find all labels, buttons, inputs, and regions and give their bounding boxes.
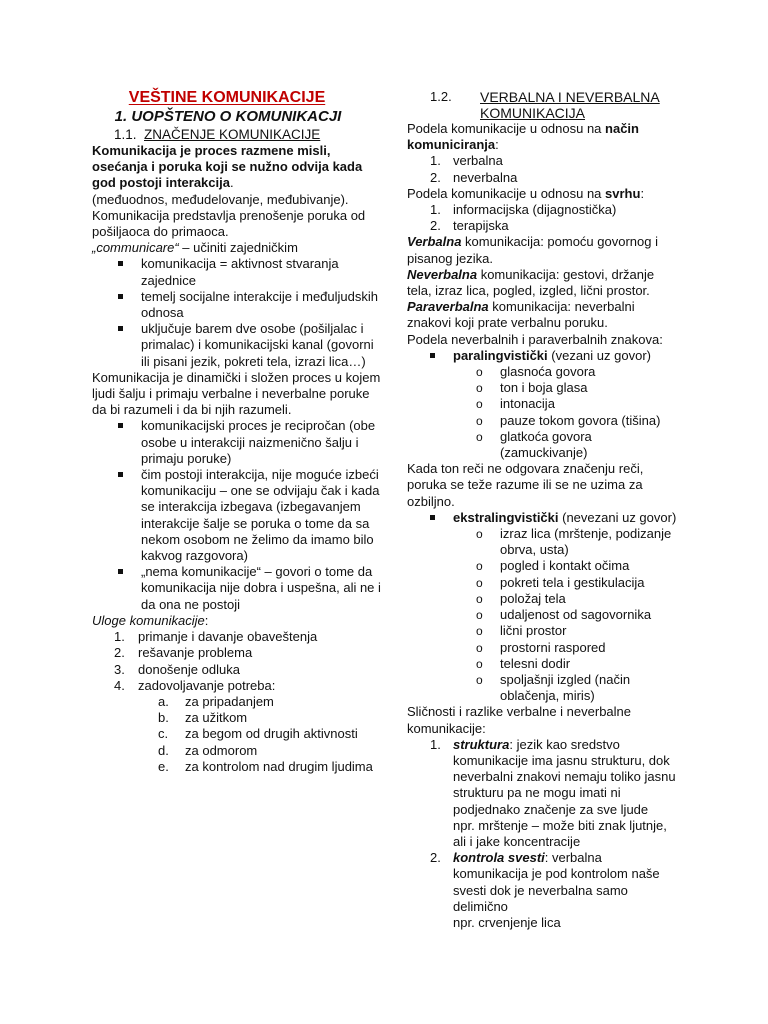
purpose-division-c: : — [640, 185, 645, 201]
list-item — [92, 662, 382, 678]
list-item: o telesni dodir — [407, 656, 679, 672]
definition-paragraph — [92, 143, 382, 192]
paralinguistic-items — [407, 364, 679, 461]
list-item — [407, 202, 679, 218]
item-letter: a. — [158, 693, 169, 709]
subsection-heading-1-2 — [407, 89, 679, 121]
extralinguistic-note: (nevezani uz govor) — [558, 509, 677, 525]
transfer-paragraph: Komunikacija predstavlja prenošenje poruka od pošiljaoca do primaoca. — [92, 207, 366, 240]
item-text: zadovoljavanje potreba: — [138, 677, 276, 693]
item-number: 1. — [430, 153, 441, 169]
method-list — [407, 153, 679, 185]
nonverbal-term: Neverbalna — [407, 266, 478, 282]
purpose-division-a: Podela komunikacije u odnosu na — [407, 185, 606, 201]
difference-term: struktura — [453, 736, 510, 752]
difference-example: npr. mrštenje – može biti znak ljutnje, ali i jake koncentracije — [453, 817, 667, 849]
item-text: za užitkom — [185, 710, 248, 726]
item-number: 2. — [114, 645, 125, 661]
item-text: informacijska (dijagnostička) — [453, 202, 617, 218]
needs-list — [92, 694, 382, 775]
list-item — [92, 694, 382, 710]
list-item: o spoljašnji izgled (način oblačenja, miris) — [407, 672, 679, 704]
subsection-number: 1.1. — [114, 127, 137, 142]
differences-list — [407, 737, 679, 931]
item-number: 1. — [430, 736, 441, 752]
subsection-label: VERBALNA I NEVERBALNA KOMUNIKACIJA — [480, 89, 660, 121]
extralinguistic-term: ekstralingvistički — [453, 509, 559, 525]
item-letter: c. — [158, 726, 169, 742]
signs-division-paragraph: Podela neverbalnih i paraverbalnih znakova: — [407, 331, 663, 347]
list-item — [92, 629, 382, 645]
list-item — [92, 645, 382, 661]
list-item: uključuje barem dve osobe (pošiljalac i primalac) i komunikacijski kanal (govorni ili pisani jezik, pokreti tela, izrazi lica…) — [92, 321, 382, 370]
definition-bold: Komunikacija je proces razmene misli, osećanja i poruka koji se nužno odvija kada god postoji interakcija — [92, 143, 363, 191]
subsection-number: 1.2. — [430, 89, 452, 104]
paralinguistic-note: (vezani uz govor) — [547, 347, 651, 363]
list-item: komunikacija = aktivnost stvaranja zajednice — [92, 256, 382, 288]
list-item: o glatkoća govora (zamuckivanje) — [407, 429, 679, 461]
similarities-paragraph: Sličnosti i razlike verbalne i neverbalne komunikacije: — [407, 704, 632, 736]
purpose-division-b: svrhu — [605, 185, 641, 201]
item-letter: e. — [158, 758, 169, 774]
bullet-list-1 — [92, 256, 382, 369]
item-text: neverbalna — [453, 169, 518, 185]
list-item — [407, 737, 679, 850]
list-item: komunikacijski proces je recipročan (obe osobe u interakciji naizmenično šalju i primaju poruke) — [92, 418, 382, 467]
item-number: 1. — [114, 629, 125, 645]
list-item — [407, 510, 679, 526]
paraverbal-term: Paraverbalna — [407, 299, 489, 315]
list-item — [407, 153, 679, 169]
paralinguistic-list — [407, 348, 679, 364]
item-text: za begom od drugih aktivnosti — [185, 726, 358, 742]
list-item: o izraz lica (mrštenje, podizanje obrva, usta) — [407, 526, 679, 558]
subsection-label: ZNAČENJE KOMUNIKACIJE — [144, 127, 321, 142]
item-text: rešavanje problema — [138, 645, 253, 661]
list-item — [92, 710, 382, 726]
list-item: o udaljenost od sagovornika — [407, 607, 679, 623]
document-title: VEŠTINE KOMUNIKACIJE — [128, 89, 326, 106]
subsection-heading-1-1 — [92, 126, 382, 143]
method-division-b: način komuniciranja — [407, 121, 639, 153]
item-text: za odmorom — [185, 742, 258, 758]
extralinguistic-list — [407, 510, 679, 526]
verbal-term: Verbalna — [407, 234, 462, 250]
list-item — [407, 218, 679, 234]
difference-example: npr. crvenjenje lica — [453, 914, 561, 930]
bullet-list-2 — [92, 418, 382, 612]
method-division-paragraph — [407, 121, 679, 153]
list-item — [407, 170, 679, 186]
section-heading-1: 1. UOPŠTENO O KOMUNIKACJI — [114, 108, 342, 125]
verbal-paragraph — [407, 234, 679, 266]
item-text: za kontrolom nad drugim ljudima — [185, 758, 373, 774]
types-paragraph: (međuodnos, međudelovanje, međubivanje). — [92, 191, 349, 207]
item-number: 2. — [430, 850, 441, 866]
difference-text: : jezik kao sredstvo komunikacije ima jasnu strukturu, dok neverbalni znakovi nemaju toliko jasnu strukturu pa ne mogu imati ni podjednako značenje za sve ljude — [453, 736, 676, 817]
item-number: 4. — [114, 677, 125, 693]
purpose-division-paragraph — [407, 186, 679, 202]
list-item: o prostorni raspored — [407, 640, 679, 656]
item-text: primanje i davanje obaveštenja — [138, 629, 318, 645]
item-text: verbalna — [453, 153, 503, 169]
item-number: 2. — [430, 169, 441, 185]
list-item: o pauze tokom govora (tišina) — [407, 413, 679, 429]
verbal-definition: komunikacija: pomoću govornog i pisanog jezika. — [407, 234, 658, 266]
list-item: čim postoji interakcija, nije moguće izbeći komunikaciju – one se odvijaju čak i kada se interakcija izbegava (izbegavanjem interakcije šalje se poruka o tome da sa nekom osobom ne želimo da imamo bilo kakvog razgovora) — [92, 467, 382, 564]
nonverbal-definition: komunikacija: gestovi, držanje tela, izraz lica, pogled, izgled, lični prostor. — [407, 266, 655, 299]
item-text: donošenje odluka — [138, 661, 240, 677]
item-text: za pripadanjem — [185, 693, 274, 709]
item-letter: b. — [158, 710, 169, 726]
roles-list — [92, 629, 382, 694]
tone-paragraph: Kada ton reči ne odgovara značenju reči, poruka se teže razume ili se ne uzima za ozbiljno. — [407, 461, 644, 509]
roles-label: Uloge komunikacije — [92, 612, 205, 628]
list-item: o položaj tela — [407, 591, 679, 607]
roles-colon: : — [204, 612, 209, 628]
etymology-word: „communicare“ — [92, 240, 179, 256]
difference-term: kontrola svesti — [453, 850, 545, 866]
paralinguistic-term: paralingvistički — [453, 347, 548, 363]
purpose-list — [407, 202, 679, 234]
nonverbal-paragraph — [407, 267, 679, 299]
etymology-paragraph — [92, 240, 382, 256]
list-item — [407, 348, 679, 364]
item-number: 2. — [430, 218, 441, 234]
extralinguistic-items — [407, 526, 679, 704]
list-item — [92, 759, 382, 775]
list-item: o glasnoća govora — [407, 364, 679, 380]
right-column — [407, 86, 679, 931]
method-division-a: Podela komunikacije u odnosu na — [407, 121, 606, 136]
etymology-rest: – učiniti zajedničkim — [178, 240, 298, 256]
list-item — [92, 726, 382, 742]
list-item: o ton i boja glasa — [407, 380, 679, 396]
list-item: o pokreti tela i gestikulacija — [407, 575, 679, 591]
roles-heading — [92, 613, 382, 629]
list-item: o pogled i kontakt očima — [407, 558, 679, 574]
item-number: 3. — [114, 661, 125, 677]
list-item: o lični prostor — [407, 623, 679, 639]
list-item: „nema komunikacije“ – govori o tome da komunikacija nije dobra i uspešna, ali ne i da ona ne postoji — [92, 564, 382, 613]
method-division-c: : — [495, 137, 499, 153]
paraverbal-definition: komunikacija: neverbalni znakovi koji prate verbalnu poruku. — [407, 299, 635, 331]
definition-end: . — [229, 175, 234, 191]
item-letter: d. — [158, 742, 169, 758]
left-column — [92, 86, 382, 775]
item-number: 1. — [430, 202, 441, 218]
item-text: terapijska — [453, 218, 509, 234]
list-item: o intonacija — [407, 396, 679, 412]
list-item: temelj socijalne interakcije i međuljudskih odnosa — [92, 289, 382, 321]
list-item — [92, 743, 382, 759]
list-item — [407, 850, 679, 931]
difference-text: : verbalna komunikacija je pod kontrolom naše svesti dok je neverbalna samo delimično — [453, 850, 660, 914]
list-item — [92, 678, 382, 694]
dynamic-paragraph: Komunikacija je dinamički i složen proces u kojem ljudi šalju i primaju verbalne i neverbalne poruke da bi razumeli i da bi njih razumeli. — [92, 369, 381, 418]
paraverbal-paragraph — [407, 299, 679, 331]
